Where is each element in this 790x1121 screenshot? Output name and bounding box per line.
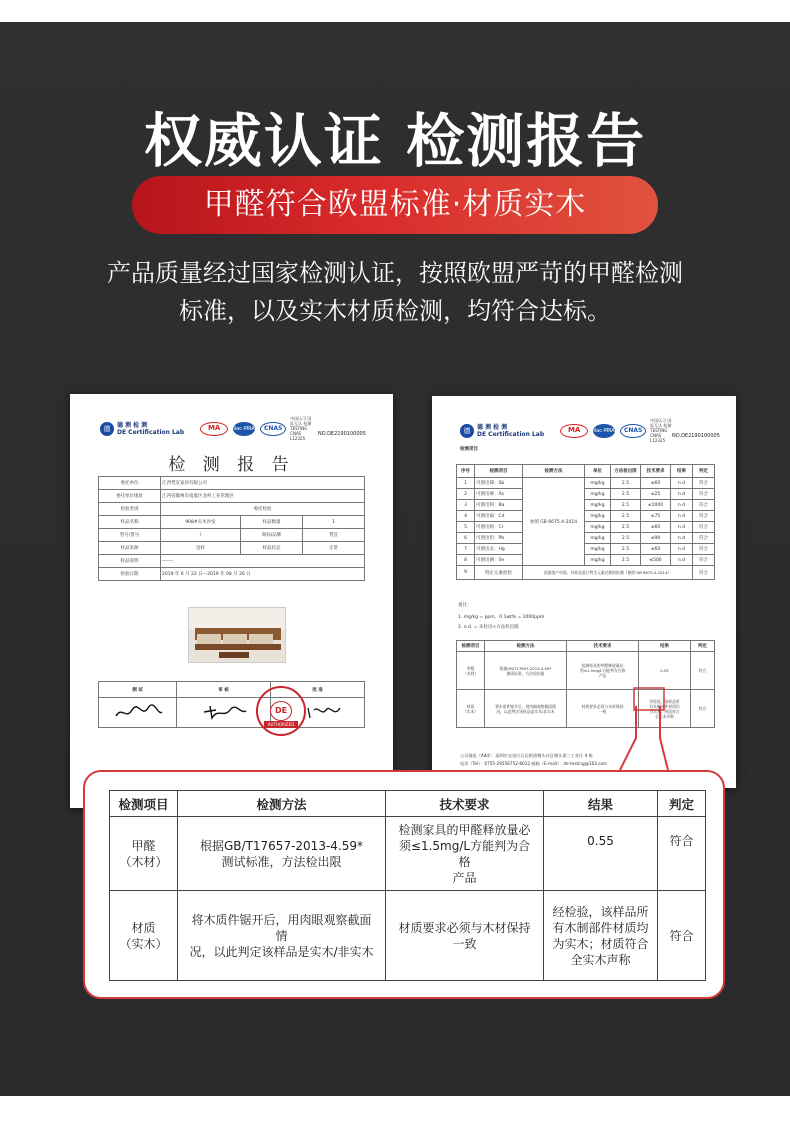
header-item: 检测项目 [110, 791, 178, 817]
info-value-2: 梵宣 [303, 529, 365, 542]
cnas-note: 中国认可 国际互认 检测 TESTING CNAS L12325 [290, 416, 312, 441]
info-label: 样品名称 [99, 516, 161, 529]
mini-cell-verdict: 符合 [691, 690, 715, 728]
metal-lod: 2.5 [611, 544, 641, 555]
notes-title: 备注： [458, 603, 472, 608]
cell-verdict: 符合 [658, 891, 706, 981]
info-label: 委托单位 [99, 477, 161, 490]
stamp-mark: DE [270, 701, 292, 721]
sign-header-review: 审 核 [177, 682, 271, 698]
metal-req: ≤25 [641, 489, 671, 500]
note-1: 1. mg/kg = ppm、0.1wt% = 1000ppm [458, 615, 545, 620]
metal-item: 可溶出锑：Sb [475, 478, 523, 489]
detail-callout-card [83, 770, 725, 999]
metal-no: 4 [457, 511, 475, 522]
metal-header: 方法检出限 [611, 465, 641, 478]
metal-item: 可溶出汞：Hg [475, 544, 523, 555]
cell-requirement: 检测家具的甲醛释放量必 须≤1.5mg/L方能判为合格 产品 [386, 817, 544, 891]
metal-item: 可溶出硒：Se [475, 555, 523, 566]
metal-unit: mg/kg [585, 489, 611, 500]
metal-lod: 2.5 [611, 511, 641, 522]
report-number: NO.DE2190100005 [318, 431, 366, 437]
metal-header: 序号 [457, 465, 475, 478]
ma-badge-icon: MA [200, 422, 228, 436]
cell-method: 将木质件锯开后，用肉眼观察截面情 况，以此判定该样品是实木/非实木 [178, 891, 386, 981]
metal-unit: mg/kg [585, 533, 611, 544]
metal-ok: 符合 [693, 478, 715, 489]
metal-no: 3 [457, 500, 475, 511]
info-value: ------- [161, 555, 365, 568]
metal-item: 可溶出铅：Pb [475, 533, 523, 544]
info-label: 委托单位地址 [99, 490, 161, 503]
metal-item: 可溶出镉：Cd [475, 511, 523, 522]
mini-header: 结果 [639, 641, 691, 652]
info-value: 2019 年 6 月 22 日—2019 年 08 月 26 日 [161, 568, 365, 581]
info-label-2: 商标/品牌 [241, 529, 303, 542]
sign-header-approve: 批 准 [271, 682, 365, 698]
metal-req: ≤60 [641, 478, 671, 489]
mini-cell-method: 根据GB/T17657-2013-4.59* 测试标准，方法检出限 [485, 652, 567, 690]
mini-header: 检测项目 [457, 641, 485, 652]
info-value-2: 正常 [303, 542, 365, 555]
header-verdict: 判定 [658, 791, 706, 817]
metal-res: n.d [671, 533, 693, 544]
metal-res: n.d [671, 544, 693, 555]
mini-header: 判定 [691, 641, 715, 652]
cell-result: 经检验，该样品所 有木制部件材质均 为实木；材质符合 全实木声称 [544, 891, 658, 981]
mini-cell-method: 将木质件锯开后，用肉眼观察截面情 况，以此判定该样品是实木/非实木 [485, 690, 567, 728]
mini-header: 检测方法 [485, 641, 567, 652]
table-row [110, 817, 706, 891]
stamp-subtext: AUTHORIZED [264, 721, 298, 728]
metal-req: ≤60 [641, 544, 671, 555]
metal-unit: mg/kg [585, 522, 611, 533]
intro-line-2: 标准，以及实木材质检测，均符合达标。 [179, 297, 611, 325]
subtitle-pill: 甲醛符合欧盟标准·材质实木 [132, 176, 658, 234]
section-heading: 检测项目 [460, 447, 478, 452]
info-label-2: 样品数量 [241, 516, 303, 529]
metal-method: 参照 GB 6675.4-2014 [523, 478, 585, 566]
metal-lod: 2.5 [611, 533, 641, 544]
metal-lod: 2.5 [611, 522, 641, 533]
cnas-note: 中国认可 国际互认 检测 TESTING CNAS L12325 [650, 418, 672, 443]
metal-header: 单位 [585, 465, 611, 478]
metal-res: n.d [671, 522, 693, 533]
metal-no: 1 [457, 478, 475, 489]
lab-en-name: DE Certification Lab [117, 428, 185, 436]
metal-ok: 符合 [693, 511, 715, 522]
cnas-badge-icon: CNAS [260, 422, 286, 436]
metal-lod: 2.5 [611, 500, 641, 511]
metal-req: ≤90 [641, 533, 671, 544]
footer-contact: 电话（Tel）：0755-29556752-8012 邮箱（E-mail）：de-testing@163.com [460, 761, 608, 766]
metal-res: n.d [671, 555, 693, 566]
info-value: 江西省赣州市南康区龙岭工业管理区 [161, 490, 365, 503]
info-value: 委托检验 [161, 503, 365, 516]
lab-cn-name: 德 测 检 测 [117, 421, 148, 429]
metal-req: ≤75 [641, 511, 671, 522]
footer-address: 公司地址（Add）：深圳市宝安区石岩街道塘头社区塘头第三工业区 4 栋 [460, 753, 593, 758]
headline: 权威认证 检测报告 [143, 107, 647, 175]
mini-cell-requirement: 检测家具的甲醛释放量必 须≤1.5mg/L方能判为合格 产品 [567, 652, 639, 690]
metal-req: ≤1000 [641, 500, 671, 511]
metal-res: n.d [671, 500, 693, 511]
note-2: 2. n.d. = 未检出<方法检出限 [458, 625, 519, 630]
mini-cell-item: 材质 （实木） [457, 690, 485, 728]
mini-cell-result: 0.55 [639, 652, 691, 690]
metal-ok: 符合 [693, 555, 715, 566]
metal-unit: mg/kg [585, 555, 611, 566]
mini-cell-item: 甲醛 （木材） [457, 652, 485, 690]
metal-req: ≤60 [641, 522, 671, 533]
metal-item: 可溶出铬：Cr [475, 522, 523, 533]
mini-cell-verdict: 符合 [691, 652, 715, 690]
metal-ok: 符合 [693, 522, 715, 533]
info-label: 样品来源 [99, 542, 161, 555]
metal-req: ≤500 [641, 555, 671, 566]
info-value: 908#实木沙发 [161, 516, 241, 529]
ilac-badge-icon: ilac-MRA [233, 422, 255, 436]
lab-cn-name: 德 测 检 测 [477, 423, 508, 431]
info-value: / [161, 529, 241, 542]
ilac-badge-icon: ilac-MRA [593, 424, 615, 438]
cell-item: 甲醛 （木材） [110, 817, 178, 891]
header-method: 检测方法 [178, 791, 386, 817]
info-value-2: 1 [303, 516, 365, 529]
lab-en-name: DE Certification Lab [477, 430, 545, 438]
metal-item: 可溶出钡：Ba [475, 500, 523, 511]
table-row [110, 891, 706, 981]
mini-cell-requirement: 材质要求必须与木材保持 一致 [567, 690, 639, 728]
info-label-2: 样品状态 [241, 542, 303, 555]
metal-no: 5 [457, 522, 475, 533]
metal-unit: mg/kg [585, 544, 611, 555]
metal-item: 可溶出砷：As [475, 489, 523, 500]
metal-unit: mg/kg [585, 478, 611, 489]
metal-unit: mg/kg [585, 511, 611, 522]
info-label: 检验日期 [99, 568, 161, 581]
info-label: 型号/货号 [99, 529, 161, 542]
header-result: 结果 [544, 791, 658, 817]
cell-item: 材质 （实木） [110, 891, 178, 981]
cell-verdict: 符合 [658, 817, 706, 891]
metal-ok: 符合 [693, 489, 715, 500]
sign-header-test: 测 试 [99, 682, 177, 698]
detail-table [109, 790, 706, 981]
metal-header: 结果 [671, 465, 693, 478]
header-requirement: 技术要求 [386, 791, 544, 817]
metal-unit: mg/kg [585, 500, 611, 511]
metal-ok: 符合 [693, 533, 715, 544]
info-label: 检验类别 [99, 503, 161, 516]
intro-line-1: 产品质量经过国家检测认证，按照欧盟严苛的甲醛检测 [107, 259, 683, 287]
cell-requirement: 材质要求必须与木材保持 一致 [386, 891, 544, 981]
cell-result: 0.55 [544, 817, 658, 891]
metal-no: 9 [457, 566, 475, 580]
info-value: 送样 [161, 542, 241, 555]
de-logo-icon: 德 [100, 422, 114, 436]
metal-method: 依据客户申请，对样品进行特定元素迁移的检测（参照 GB 6675.4-2014） [523, 566, 693, 580]
metal-lod: 2.5 [611, 555, 641, 566]
metal-header: 技术要求 [641, 465, 671, 478]
ma-badge-icon: MA [560, 424, 588, 438]
info-value: 江西梵宣家居有限公司 [161, 477, 365, 490]
cnas-badge-icon: CNAS [620, 424, 646, 438]
de-logo-icon: 德 [460, 424, 474, 438]
metal-ok: 符合 [693, 566, 715, 580]
metal-lod: 2.5 [611, 489, 641, 500]
metal-res: n.d [671, 489, 693, 500]
mini-header: 技术要求 [567, 641, 639, 652]
metal-no: 2 [457, 489, 475, 500]
metal-header: 检测方法 [523, 465, 585, 478]
metal-no: 7 [457, 544, 475, 555]
cell-method: 根据GB/T17657-2013-4.59* 测试标准，方法检出限 [178, 817, 386, 891]
metal-item: 特定元素检验 [475, 566, 523, 580]
metal-ok: 符合 [693, 500, 715, 511]
metal-res: n.d [671, 511, 693, 522]
metal-header: 判定 [693, 465, 715, 478]
mini-cell-result: 经检验，该样品所 有木制部件材质均 为实木；材质符合 全实木声称 [639, 690, 691, 728]
metal-header: 检测项目 [475, 465, 523, 478]
report-number: NO.DE2190100005 [672, 433, 720, 439]
report-title: 检 测 报 告 [168, 455, 295, 475]
metal-ok: 符合 [693, 544, 715, 555]
info-label: 样品说明 [99, 555, 161, 568]
metal-lod: 2.5 [611, 478, 641, 489]
metal-no: 6 [457, 533, 475, 544]
metal-res: n.d [671, 478, 693, 489]
metal-no: 8 [457, 555, 475, 566]
